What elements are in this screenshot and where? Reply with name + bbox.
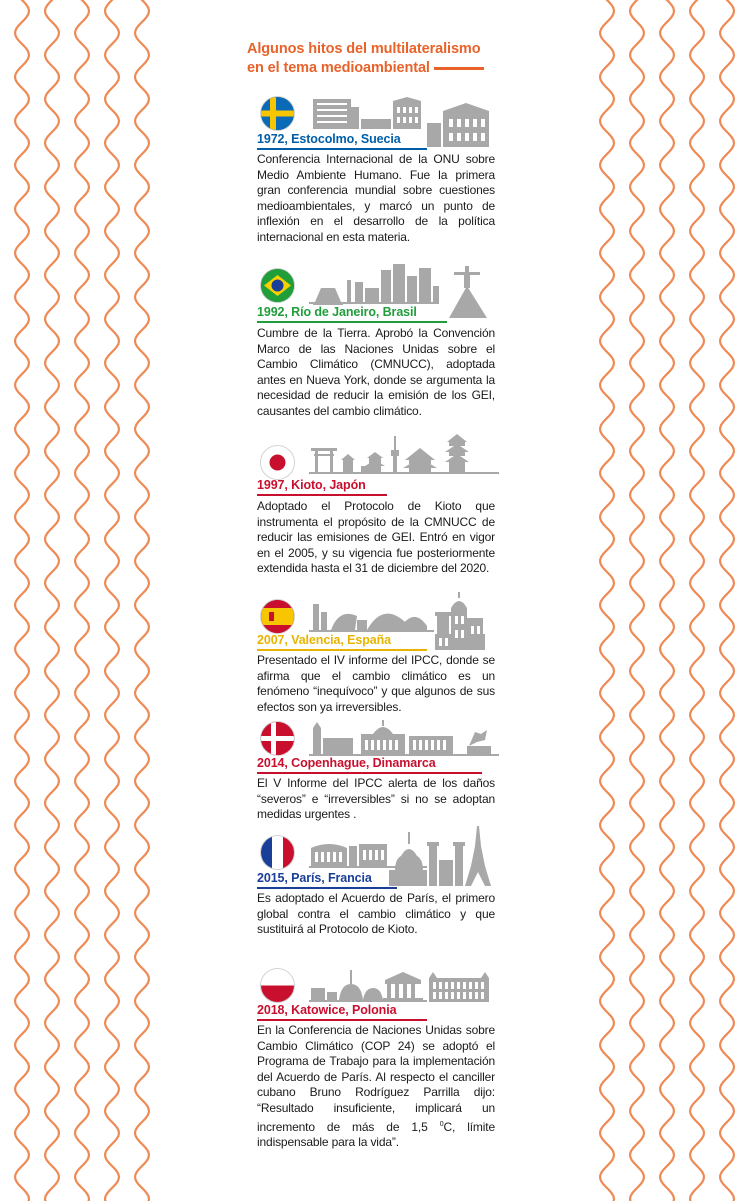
milestone-description: Es adoptado el Acuerdo de París, el primero global contra el cambio climático y que sustituirá al Protocolo de Kioto. bbox=[257, 891, 495, 937]
milestone-description: El V Informe del IPCC alerta de los daños “severos” e “irreversibles” si no se adoptan medidas urgentes . bbox=[257, 776, 495, 822]
milestone-underline bbox=[257, 494, 387, 496]
milestone-place: 2014, Copenhague, Dinamarca bbox=[257, 756, 436, 770]
sweden-flag-icon bbox=[261, 97, 294, 130]
degree-superscript: 0 bbox=[439, 1120, 444, 1128]
wave-line bbox=[630, 0, 644, 1201]
milestone-underline bbox=[257, 321, 447, 323]
milestone-description: Conferencia Internacional de la ONU sobre Medio Ambiente Humano. Fue la primera gran conferencia mundial sobre cuestiones medioambientales, y marcó un punto de inflexión en el desarrollo de la política internacional en esta materia. bbox=[257, 152, 495, 244]
copenhagen-skyline-icon bbox=[309, 720, 499, 760]
milestone-description-end: C, límite indispensable para la vida”. bbox=[257, 1119, 495, 1150]
katowice-skyline-icon bbox=[309, 966, 499, 1008]
milestone-place: 1997, Kioto, Japón bbox=[257, 478, 366, 492]
milestone-underline bbox=[257, 148, 427, 150]
wave-line bbox=[75, 0, 89, 1201]
heading-line-1: Algunos hitos del multilateralismo bbox=[247, 41, 481, 57]
wave-line bbox=[600, 0, 614, 1201]
left-wave-pattern bbox=[0, 0, 170, 1201]
heading-rule bbox=[434, 67, 484, 70]
milestone-place: 2007, Valencia, España bbox=[257, 633, 392, 647]
right-wave-pattern bbox=[585, 0, 750, 1201]
milestone-underline bbox=[257, 887, 397, 889]
milestone-place: 1992, Río de Janeiro, Brasil bbox=[257, 305, 417, 319]
brazil-flag-icon bbox=[261, 269, 294, 302]
wave-line bbox=[45, 0, 59, 1201]
wave-line bbox=[105, 0, 119, 1201]
poland-flag-icon bbox=[261, 969, 294, 1002]
wave-line bbox=[690, 0, 704, 1201]
spain-flag-icon bbox=[261, 600, 294, 633]
milestone-underline bbox=[257, 1019, 427, 1021]
infographic-heading bbox=[247, 40, 507, 78]
wave-line bbox=[135, 0, 149, 1201]
milestone-underline bbox=[257, 772, 482, 774]
milestone-place: 1972, Estocolmo, Suecia bbox=[257, 132, 401, 146]
milestone-description bbox=[257, 1023, 495, 1151]
france-flag-icon bbox=[261, 836, 294, 869]
japan-flag-icon bbox=[261, 446, 294, 479]
milestone-description: Presentado el IV informe del IPCC, donde se afirma que el cambio climático es un fenómeno “inequívoco” y que algunos de sus efectos son ya irreversibles. bbox=[257, 653, 495, 714]
wave-line bbox=[720, 0, 734, 1201]
milestone-description: Adoptado el Protocolo de Kioto que instrumenta el propósito de la CMNUCC de reducir las emisiones de GEI. Entró en vigor en el 2005, y su vigencia fue posteriormente extendida hasta el 31 de diciembre del 2020. bbox=[257, 499, 495, 576]
wave-line bbox=[660, 0, 674, 1201]
milestone-underline bbox=[257, 649, 427, 651]
wave-line bbox=[15, 0, 29, 1201]
milestone-description-text: En la Conferencia de Naciones Unidas sobre Cambio Climático (COP 24) se adoptó el Programa de Trabajo para la implementación del Acuerdo de París. Al respecto el canciller cubano Bruno Rodríguez Parrilla dijo: “Resultado insuficiente, implicará un incremento de más de 1,5 bbox=[257, 1023, 495, 1134]
denmark-flag-icon bbox=[261, 722, 294, 755]
milestone-description: Cumbre de la Tierra. Aprobó la Convención Marco de las Naciones Unidas sobre el Cambio Climático (CMNUCC), adoptada antes en Nueva York, donde se argumenta la necesidad de reducir la emisión de los GEI, causantes del cambio climático. bbox=[257, 326, 495, 418]
milestone-place: 2018, Katowice, Polonia bbox=[257, 1003, 397, 1017]
heading-line-2: en el tema medioambiental bbox=[247, 60, 430, 76]
milestone-place: 2015, París, Francia bbox=[257, 871, 372, 885]
